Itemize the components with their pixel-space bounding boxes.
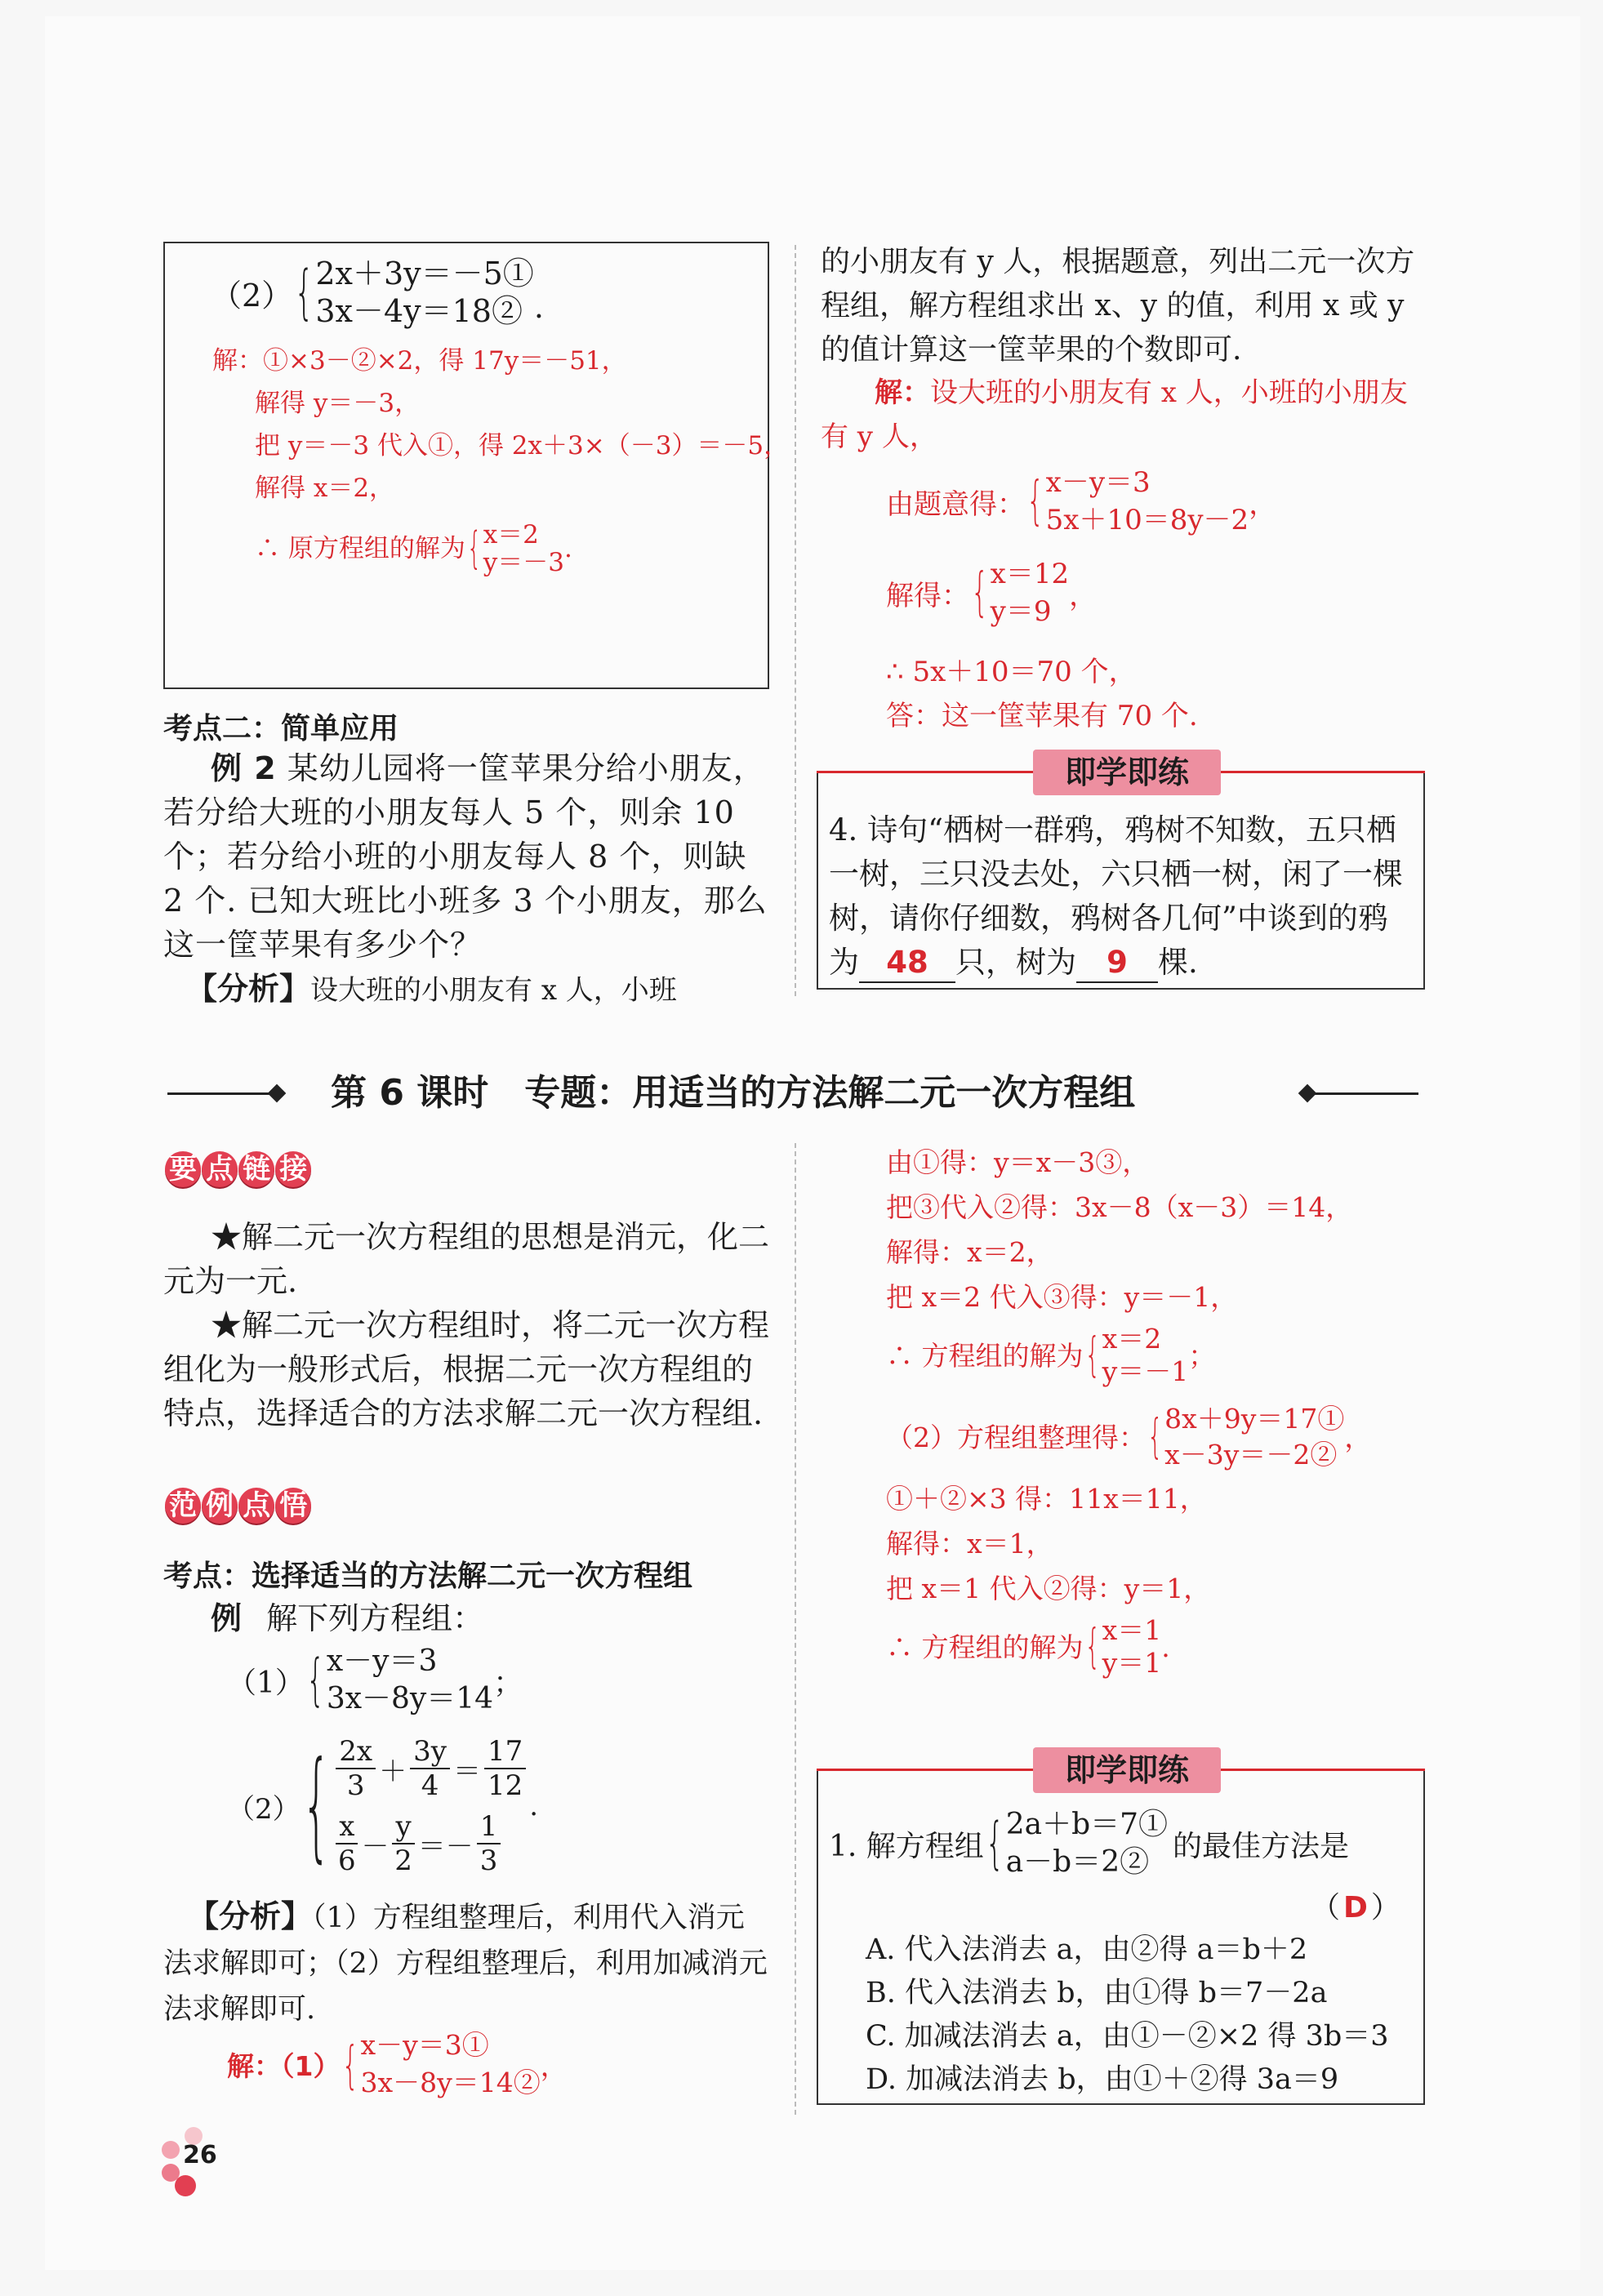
question-text: 棵. <box>1158 945 1198 980</box>
analysis-label: 【分析】 <box>186 971 311 1007</box>
answer-x: x＝12 <box>990 558 1070 590</box>
solution-intro <box>821 371 1429 459</box>
solution-prefix: ∴ 方程组的解为 <box>886 1631 1084 1663</box>
brace: { <box>341 2033 359 2095</box>
brace: { <box>301 1737 332 1876</box>
numerator: 1 <box>477 1810 501 1844</box>
fraction <box>477 1810 501 1877</box>
example-analysis <box>163 1894 772 2031</box>
punct: ， <box>540 2049 568 2082</box>
solution-prefix: （2）方程组整理得： <box>886 1421 1146 1453</box>
answer-paren <box>1311 1884 1400 1926</box>
fraction <box>336 1810 358 1877</box>
punct: . <box>1161 1631 1170 1663</box>
equation: 3x－8y＝14 <box>326 1682 494 1715</box>
answer-blank-1[interactable] <box>859 944 955 983</box>
decor-dot <box>175 2175 196 2196</box>
solution-line: 把 x＝1 代入②得：y＝1， <box>886 1573 1211 1604</box>
decor-dot <box>162 2141 180 2159</box>
equation: x－y＝3 <box>326 1644 438 1678</box>
key-points-badge <box>165 1151 308 1187</box>
badge-char: 悟 <box>275 1488 311 1524</box>
key-point-2: ★解二元一次方程组时，将二元一次方程组化为一般形式后，根据二元一次方程组的特点，选择适合的方法求解二元一次方程组. <box>163 1307 770 1431</box>
numerator: x <box>336 1810 358 1844</box>
solution-final <box>212 521 789 576</box>
options-list <box>866 1929 1389 2102</box>
solution-line: 解得 y＝－3， <box>255 389 421 418</box>
fraction <box>336 1735 376 1802</box>
badge-char: 范 <box>165 1488 201 1524</box>
system-label: （1） <box>227 1666 305 1700</box>
equation: 3x－8y＝14② <box>360 2067 541 2098</box>
denominator: 3 <box>346 1769 365 1802</box>
solution-line: 把 y＝－3 代入①，得 2x＋3×（－3）＝－5， <box>255 431 790 461</box>
example-solution-continued <box>886 1140 1371 1680</box>
paren: （ <box>1311 1891 1341 1924</box>
fraction <box>410 1735 450 1802</box>
numerator: 2x <box>336 1735 376 1769</box>
setup-label: 由题意得： <box>886 487 1025 521</box>
title-rule-right <box>1311 1092 1418 1095</box>
system-2 <box>211 255 544 330</box>
equation-solution <box>886 555 1097 630</box>
solution-line: 解：①×3－②×2，得 17y＝－51， <box>212 346 627 376</box>
fraction-equation <box>332 1806 529 1881</box>
question-text: 只，树为 <box>955 945 1076 980</box>
section-title: 第 6 课时 专题：用适当的方法解二元一次方程组 <box>331 1072 1136 1114</box>
operator: ＝ <box>452 1755 481 1788</box>
practice-question-1 <box>829 1806 1349 1881</box>
solution-line: 把 x＝2 代入③得：y＝－1， <box>886 1281 1238 1313</box>
operator: － <box>361 1830 390 1863</box>
brace: { <box>305 1649 325 1712</box>
example-system-1 <box>227 1643 523 1718</box>
brace: { <box>1147 1409 1164 1465</box>
solved-label: 解得： <box>886 579 969 612</box>
option-d[interactable]: D. 加减法消去 b，由①＋②得 3a＝9 <box>866 2063 1339 2096</box>
denominator: 3 <box>479 1844 498 1877</box>
equation: a－b＝2② <box>1005 1845 1150 1879</box>
punct: ； <box>1188 1339 1216 1372</box>
solution-line: 把③代入②得：3x－8（x－3）＝14， <box>886 1191 1353 1223</box>
equation: x－3y＝－2② <box>1164 1439 1338 1471</box>
punct: . <box>563 534 572 563</box>
brace: { <box>294 258 314 327</box>
example-text: 解下列方程组： <box>266 1600 484 1636</box>
system-label: （2） <box>211 277 293 314</box>
example-solution-start <box>227 2027 568 2102</box>
equation: 8x＋9y＝17① <box>1164 1403 1345 1435</box>
answer-choice: D <box>1343 1891 1368 1924</box>
example <box>211 1596 483 1640</box>
analysis-text: （1）方程组整理后，利用代入消元法求解即可；（2）方程组整理后，利用加减消元法求解即可. <box>163 1902 768 2026</box>
option-a[interactable]: A. 代入法消去 a，由②得 a＝b＋2 <box>866 1933 1308 1966</box>
question-text: 的最佳方法是 <box>1173 1829 1350 1863</box>
solution-line: 解得 x＝2， <box>255 474 395 503</box>
title-rule-left <box>167 1092 274 1095</box>
denominator: 12 <box>487 1769 523 1802</box>
analysis <box>186 967 774 1012</box>
example-text: 某幼儿园将一筐苹果分给小朋友，若分给大班的小朋友每人 5 个，则余 10 个；若分给小班的小朋友每人 8 个，则缺 2 个. 已知大班比小班多 3 个小朋友，那么这一筐苹果有多少个？ <box>163 750 768 963</box>
equation: x－y＝3① <box>360 2029 489 2061</box>
solution-prefix: ∴ 原方程组的解为 <box>255 534 465 563</box>
badge-char: 接 <box>275 1151 311 1187</box>
column-divider <box>795 1143 796 2115</box>
numerator: 17 <box>484 1735 526 1769</box>
example-label: 例 <box>211 1600 243 1636</box>
equation-setup <box>886 464 1276 539</box>
equation: 2x＋3y＝－5① <box>315 256 534 291</box>
paren: ） <box>1370 1891 1400 1924</box>
question-text: 1. 解方程组 <box>829 1829 984 1863</box>
example-2 <box>163 746 772 967</box>
denominator: 6 <box>338 1844 356 1877</box>
operator: ＝－ <box>417 1830 474 1863</box>
option-b[interactable]: B. 代入法消去 b，由①得 b＝7－2a <box>866 1977 1328 2009</box>
fraction-equation <box>332 1731 529 1806</box>
solution-line <box>886 1401 1371 1473</box>
fraction <box>392 1810 414 1877</box>
equation: 2a＋b＝7① <box>1005 1808 1169 1841</box>
brace: { <box>1026 470 1044 532</box>
answer-x: x＝2 <box>483 520 539 550</box>
punct: ， <box>1249 487 1277 521</box>
answer-blank-2[interactable] <box>1076 944 1158 983</box>
answer-trees: 9 <box>1107 945 1128 980</box>
question-text: 4. 诗句“栖树一群鸦，鸦树不知数，五只栖一树，三只没去处，六只栖一树，闲了一棵树，请你仔细数，鸦树各几何”中谈到的鸦为 <box>829 812 1403 980</box>
analysis-text: 设大班的小朋友有 x 人，小班 <box>310 974 677 1007</box>
answer-y: y＝－3 <box>483 548 564 577</box>
punct: ， <box>1344 1421 1372 1453</box>
numerator: 3y <box>410 1735 450 1769</box>
equation: x－y＝3 <box>1045 466 1151 499</box>
solution-line: 解得：x＝2， <box>886 1236 1053 1268</box>
solution-text: 设大班的小朋友有 x 人，小班的小朋友有 y 人， <box>821 376 1408 453</box>
heading-kaodian: 考点：选择适当的方法解二元一次方程组 <box>163 1560 693 1593</box>
solution-steps <box>212 346 789 576</box>
practice-question-4 <box>829 808 1417 985</box>
example-system-2 <box>227 1731 538 1881</box>
solution-line: 由①得：y＝x－3③， <box>886 1146 1150 1178</box>
analysis-continued: 的小朋友有 y 人，根据题意，列出二元一次方程组，解方程组求出 x、y 的值，利用 x 或 y 的值计算这一筐苹果的个数即可. <box>821 245 1415 367</box>
example-label: 例 2 <box>211 750 277 786</box>
compute-line: ∴ 5x＋10＝70 个， <box>886 656 1137 688</box>
fraction <box>484 1735 526 1802</box>
examples-badge <box>165 1488 308 1524</box>
badge-char: 点 <box>238 1488 274 1524</box>
solution-label: 解：（1） <box>227 2049 341 2082</box>
operator: ＋ <box>379 1755 407 1788</box>
solution-prefix: ∴ 方程组的解为 <box>886 1339 1084 1372</box>
answer-x: x＝2 <box>1102 1323 1162 1355</box>
punct: . <box>533 289 544 325</box>
answer-birds: 48 <box>886 945 928 980</box>
denominator: 2 <box>394 1844 412 1877</box>
practice-badge: 即学即练 <box>1033 750 1221 795</box>
denominator: 4 <box>421 1769 439 1802</box>
brace: { <box>1084 1619 1101 1675</box>
numerator: y <box>392 1810 414 1844</box>
solution-line: 解得：x＝1， <box>886 1528 1053 1560</box>
badge-char: 链 <box>238 1151 274 1187</box>
solution-label: 解： <box>875 376 930 409</box>
brace: { <box>971 562 989 624</box>
brace: { <box>466 522 482 574</box>
solution-line <box>886 1323 1371 1388</box>
key-point-1: ★解二元一次方程组的思想是消元，化二元为一元. <box>163 1219 770 1299</box>
brace: { <box>985 1812 1004 1876</box>
column-divider <box>795 245 796 996</box>
page-number: 26 <box>183 2141 217 2169</box>
answer-y: y＝－1 <box>1102 1355 1189 1387</box>
analysis-label: 【分析】 <box>188 1898 313 1934</box>
punct: ； <box>493 1666 523 1700</box>
equation: 3x－4y＝18② <box>315 293 523 329</box>
option-c[interactable]: C. 加减法消去 a，由①－②×2 得 3b＝3 <box>866 2020 1389 2053</box>
punct: ， <box>1069 579 1098 612</box>
brace: { <box>1084 1328 1101 1383</box>
punct: . <box>529 1790 539 1822</box>
badge-char: 要 <box>165 1151 201 1187</box>
answer-x: x＝1 <box>1102 1614 1162 1646</box>
solution-line: ①＋②×3 得：11x＝11， <box>886 1483 1207 1515</box>
practice-badge: 即学即练 <box>1033 1747 1221 1793</box>
answer-line: 答：这一筐苹果有 70 个. <box>886 700 1198 732</box>
badge-char: 点 <box>202 1151 238 1187</box>
answer-y: y＝9 <box>990 595 1052 628</box>
system-label: （2） <box>227 1792 301 1826</box>
answer-y: y＝1 <box>1102 1647 1162 1679</box>
badge-char: 例 <box>202 1488 238 1524</box>
heading-kaodian-2: 考点二：简单应用 <box>163 712 399 745</box>
equation: 5x＋10＝8y－2 <box>1045 504 1249 536</box>
solution-line <box>886 1614 1371 1680</box>
